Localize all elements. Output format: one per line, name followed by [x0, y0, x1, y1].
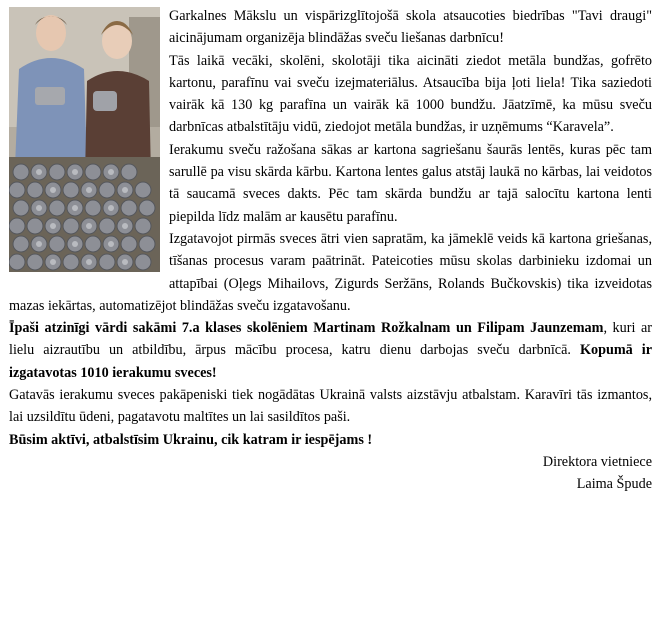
photo-space: [9, 5, 169, 274]
paragraph-intro: Garkalnes Mākslu un vispārizglītojošā skola atsaucoties biedrības "Tavi draugi" aicinājumam organizēja blindāžas sveču liešanas darbnīcu!: [169, 8, 652, 47]
paragraph-call: [9, 429, 652, 451]
article-body: [9, 5, 652, 496]
students-praise: Īpaši atzinīgi vārdi sakāmi 7.a klases skolēniem Martinam Rožkalnam un Filipam Jaunzemam: [9, 320, 604, 337]
students-text: , kuri ar lielu aizrautību un atbildību, ārpus mācību procesa, katru dienu darbojas sveču darbnīcā.: [9, 320, 652, 359]
call-to-action: Būsim aktīvi, atbalstīsim Ukrainu, cik katram ir iespējams !: [9, 431, 373, 448]
paragraph-donations: Tās laikā vecāki, skolēni, skolotāji tika aicināti ziedot metāla bundžas, gofrēto kartonu, parafīnu vai sveču izejmateriālus. Atsaucība bija ļoti liela! Tika saziedoti vairāk kā 130 kg parafīna un vairāk kā 1000 bundžu. Jāatzīmē, ka mūsu sveču darbnīcas atbalstītāju vidū, ziedojot metāla bundžas, ir uzņēmums “Karavela”.: [169, 52, 652, 136]
candle-total: Kopumā ir izgatavotas 1010 ierakumu sveces!: [9, 342, 653, 381]
paragraph-delivery: Gatavās ierakumu sveces pakāpeniski tiek nogādātas Ukrainā valsts aizstāvju atbalstam. Karavīri tās izmantos, lai uzsildītu ūdeni, pagatavotu maltītes un lai sasildītos paši.: [9, 387, 652, 426]
signature-name: Laima Špude: [576, 476, 652, 493]
signature-role: Direktora vietniece: [542, 453, 652, 470]
paragraph-students: [9, 317, 652, 384]
paragraph-production: Ierakumu sveču ražošana sākas ar kartona sagriešanu šaurās lentēs, kuras pēc tam sarullē pa visu skārda kārbu. Kartona lentes galus atstāj laukā no kārbas, lai veidotos tā saucamā sveces dakts. Pēc tam skārda bundžu ar tajā salocītu kartona lenti piepilda līdz malām ar kausētu parafīnu.: [169, 141, 652, 225]
paragraph-automation: Izgatavojot pirmās sveces ātri vien sapratām, ka jāmeklē veids kā kartona griešanas, tīšanas procesus varam paātrināt. Pateicoties mūsu skolas darbinieku izdomai un attapībai (Oļegs Mihailovs, Zigurds Seržāns, Rolands Bučkovskis) tika izveidotas mazas iekārtas, automatizējot blindāžas sveču izgatavošanu.: [9, 230, 652, 314]
